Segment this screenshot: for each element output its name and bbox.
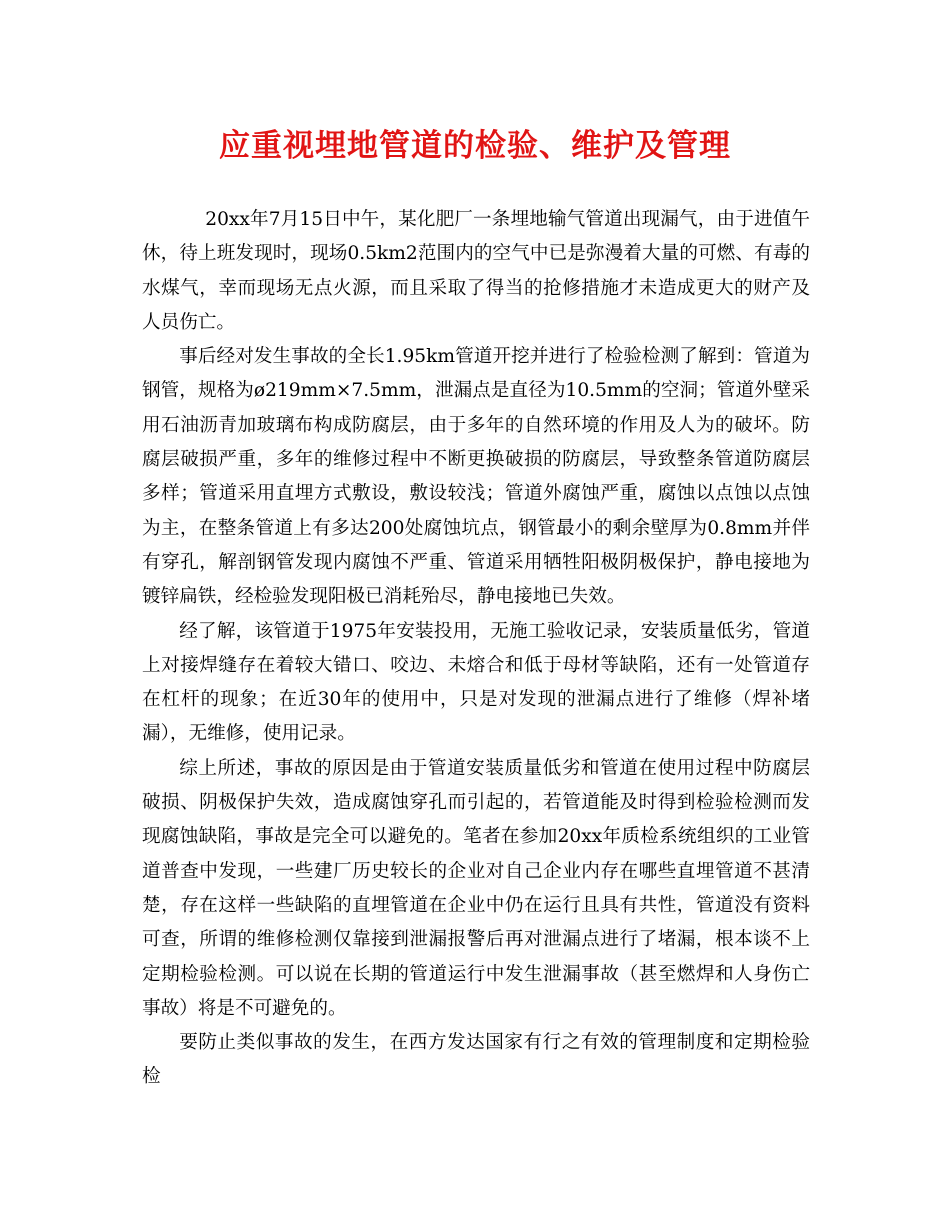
paragraph-1: 20xx年7月15日中午，某化肥厂一条埋地输气管道出现漏气，由于进值午休，待上班发现时，现场0.5km2范围内的空气中已是弥漫着大量的可燃、有毒的水煤气，幸而现场无点火源，而且采取了得当的抢修措施才未造成更大的财产及人员伤亡。: [142, 209, 810, 333]
document-body: [142, 203, 810, 1095]
paragraph-5: 要防止类似事故的发生，在西方发达国家有行之有效的管理制度和定期检验检: [142, 1032, 810, 1088]
paragraph-2: 事后经对发生事故的全长1.95km管道开挖并进行了检验检测了解到：管道为钢管，规格为ø219mm×7.5mm，泄漏点是直径为10.5mm的空洞；管道外壁采用石油沥青加玻璃布构成防腐层，由于多年的自然环境的作用及人为的破坏。防腐层破损严重，多年的维修过程中不断更换破损的防腐层，导致整条管道防腐层多样；管道采用直埋方式敷设，敷设较浅；管道外腐蚀严重，腐蚀以点蚀以点蚀为主，在整条管道上有多达200处腐蚀坑点，钢管最小的剩余壁厚为0.8mm并伴有穿孔，解剖钢管发现内腐蚀不严重、管道采用牺牲阳极阴极保护，静电接地为镀锌扁铁，经检验发现阳极已消耗殆尽，静电接地已失效。: [142, 346, 810, 608]
paragraph-3: 经了解，该管道于1975年安装投用，无施工验收记录，安装质量低劣，管道上对接焊缝存在着较大错口、咬边、未熔合和低于母材等缺陷，还有一处管道存在杠杆的现象；在近30年的使用中，只是对发现的泄漏点进行了维修（焊补堵漏），无维修，使用记录。: [142, 620, 810, 745]
document-title: 应重视埋地管道的检验、维护及管理: [219, 128, 731, 164]
paragraph-4: 综上所述，事故的原因是由于管道安装质量低劣和管道在使用过程中防腐层破损、阴极保护失效，造成腐蚀穿孔而引起的，若管道能及时得到检验检测而发现腐蚀缺陷，事故是完全可以避免的。笔者在参加20xx年质检系统组织的工业管道普查中发现，一些建厂历史较长的企业对自己企业内存在哪些直埋管道不甚清楚，存在这样一些缺陷的直埋管道在企业中仍在运行且具有共性，管道没有资料可查，所谓的维修检测仅靠接到泄漏报警后再对泄漏点进行了堵漏，根本谈不上定期检验检测。可以说在长期的管道运行中发生泄漏事故（甚至燃焊和人身伤亡事故）将是不可避免的。: [142, 757, 810, 1019]
